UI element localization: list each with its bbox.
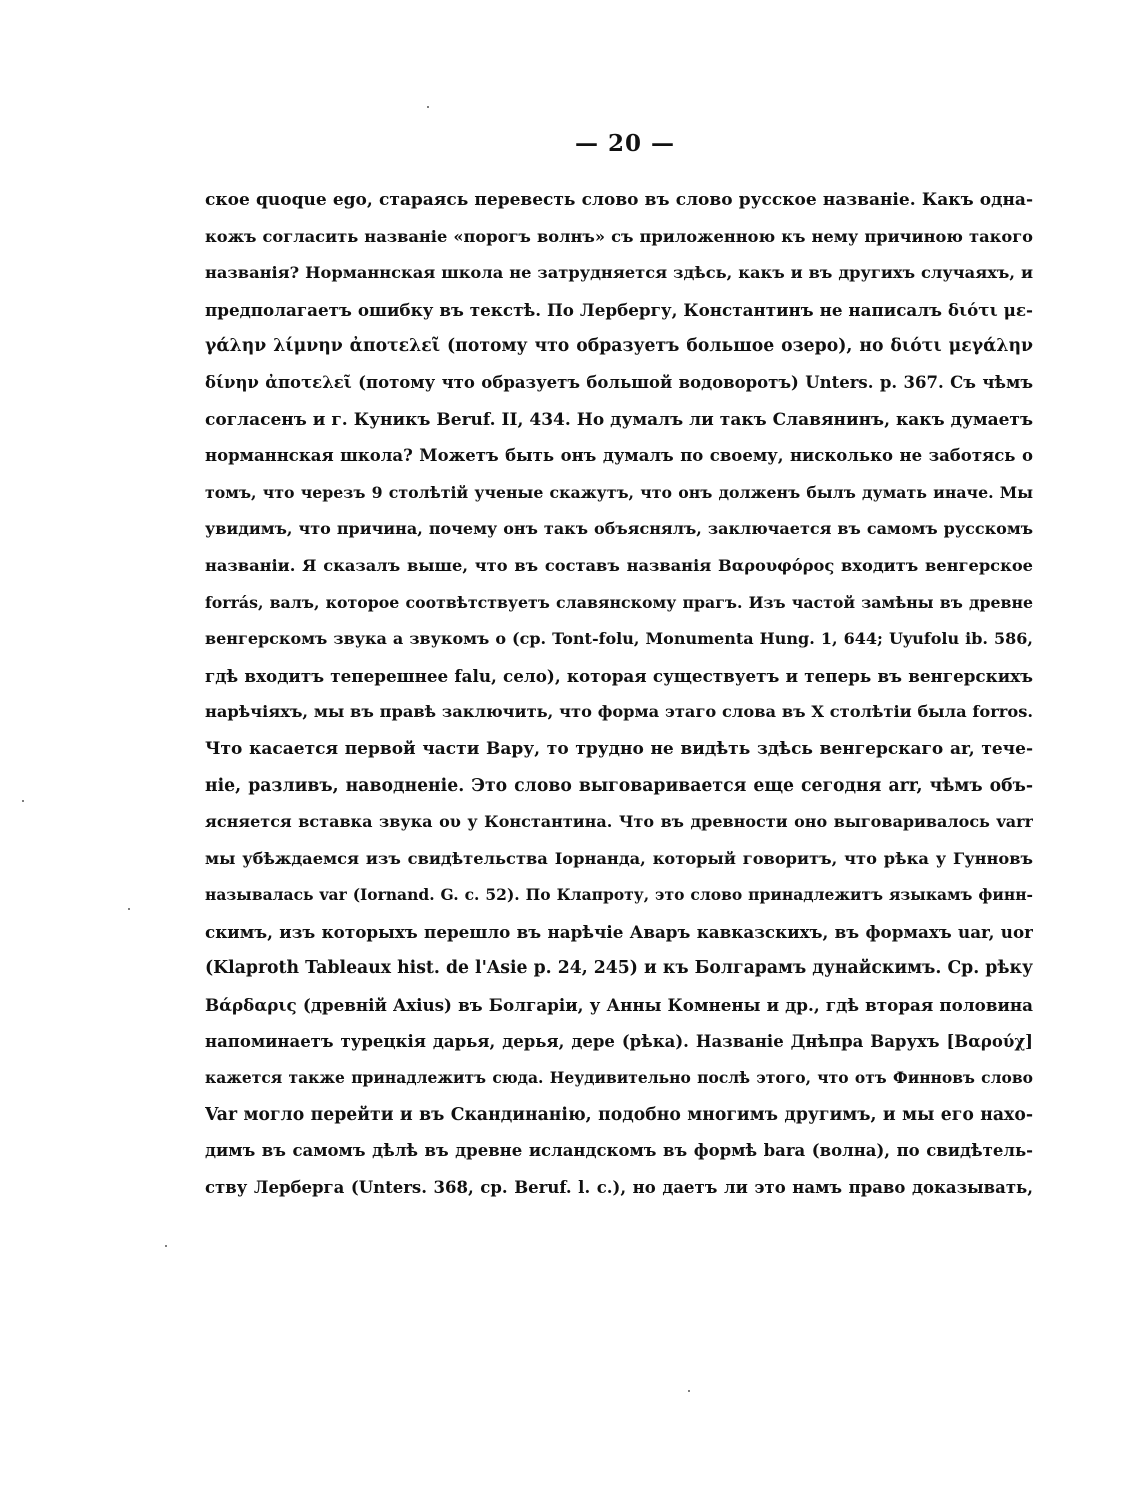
text-line: согласенъ и г. Куникъ Beruf. II, 434. Но думалъ ли такъ Славянинъ, какъ думаетъ	[205, 409, 1033, 430]
text-line: Βάρδαρις (древній Axius) въ Болгаріи, у Анны Комнены и др., гдѣ вторая половина	[205, 995, 1033, 1016]
text-line: норманнская школа? Можетъ быть онъ думалъ по своему, нисколько не заботясь о	[205, 446, 1033, 466]
text-line: предполагаетъ ошибку въ текстѣ. По Лербергу, Константинъ не написалъ διότι με-	[205, 299, 1033, 320]
scan-speck	[22, 800, 24, 802]
text-line: кажется также принадлежитъ сюда. Неудивительно послѣ этого, что отъ Финновъ слово	[205, 1068, 1033, 1088]
text-line: (Klaproth Tableaux hist. de l'Asie p. 24, 245) и къ Болгарамъ дунайскимъ. Ср. рѣку	[205, 958, 1033, 979]
text-line: увидимъ, что причина, почему онъ такъ объяснялъ, заключается въ самомъ русскомъ	[205, 519, 1033, 539]
scan-speck	[427, 106, 429, 108]
body-text	[205, 182, 1033, 1207]
text-line: Var могло перейти и въ Скандинанію, подобно многимъ другимъ, и мы его нахо-	[205, 1104, 1033, 1125]
text-line: нарѣчіяхъ, мы въ правѣ заключить, что форма этаго слова въ X столѣтіи была forros.	[205, 702, 1033, 722]
text-line: венгерскомъ звука a звукомъ o (ср. Tont-folu, Monumenta Hung. 1, 644; Uyufolu ib. 586,	[205, 629, 1033, 649]
text-line: названія? Норманнская школа не затрудняется здѣсь, какъ и въ другихъ случаяхъ, и	[205, 263, 1033, 283]
text-line: Что касается первой части Вару, то трудно не видѣть здѣсь венгерскаго ar, тече-	[205, 738, 1033, 759]
text-line: ское quoque ego, стараясь перевесть слово въ слово русское названіе. Какъ одна-	[205, 190, 1033, 210]
text-line: гдѣ входитъ теперешнее falu, село), которая существуетъ и теперь въ венгерскихъ	[205, 665, 1033, 686]
scan-speck	[165, 1245, 167, 1247]
text-line: называлась var (Iornand. G. c. 52). По Клапроту, это слово принадлежитъ языкамъ финн-	[205, 885, 1033, 905]
text-line: γάλην λίμνην ἀποτελεῖ (потому что образуетъ большое озеро), но διότι μεγάλην	[205, 336, 1033, 357]
text-line: скимъ, изъ которыхъ перешло въ нарѣчіе Аваръ кавказскихъ, въ формахъ uar, uor	[205, 921, 1033, 942]
text-line: δίνην ἀποτελεῖ (потому что образуетъ большой водоворотъ) Unters. p. 367. Съ чѣмъ	[205, 372, 1033, 392]
scan-speck	[688, 1390, 690, 1392]
text-line: напоминаетъ турецкія дарья, дерья, дере (рѣка). Названіе Днѣпра Варухъ [Βαρούχ]	[205, 1031, 1033, 1051]
scan-speck	[128, 908, 130, 910]
page-number: — 20 —	[574, 130, 676, 157]
text-line: ству Лерберга (Unters. 368, ср. Beruf. l. c.), но даетъ ли это намъ право доказывать,	[205, 1178, 1033, 1198]
text-line: ніе, разливъ, наводненіе. Это слово выговаривается еще сегодня arr, чѣмъ объ-	[205, 775, 1033, 796]
text-line: ясняется вставка звука ου у Константина. Что въ древности оно выговаривалось varr	[205, 812, 1033, 832]
text-line: томъ, что черезъ 9 столѣтій ученые скажутъ, что онъ долженъ былъ думать иначе. Мы	[205, 482, 1033, 502]
text-line: димъ въ самомъ дѣлѣ въ древне исландскомъ въ формѣ bara (волна), по свидѣтель-	[205, 1141, 1033, 1161]
text-line: кожъ согласить названіе «порогъ волнъ» съ приложенною къ нему причиною такого	[205, 226, 1033, 246]
text-line: forrás, валъ, которое соотвѣтствуетъ славянскому прагъ. Изъ частой замѣны въ древне	[205, 592, 1033, 612]
text-line: названіи. Я сказалъ выше, что въ составъ названія Βαρουφόρος входитъ венгерское	[205, 555, 1033, 575]
text-line: мы убѣждаемся изъ свидѣтельства Іорнанда, который говоритъ, что рѣка у Гунновъ	[205, 848, 1033, 868]
